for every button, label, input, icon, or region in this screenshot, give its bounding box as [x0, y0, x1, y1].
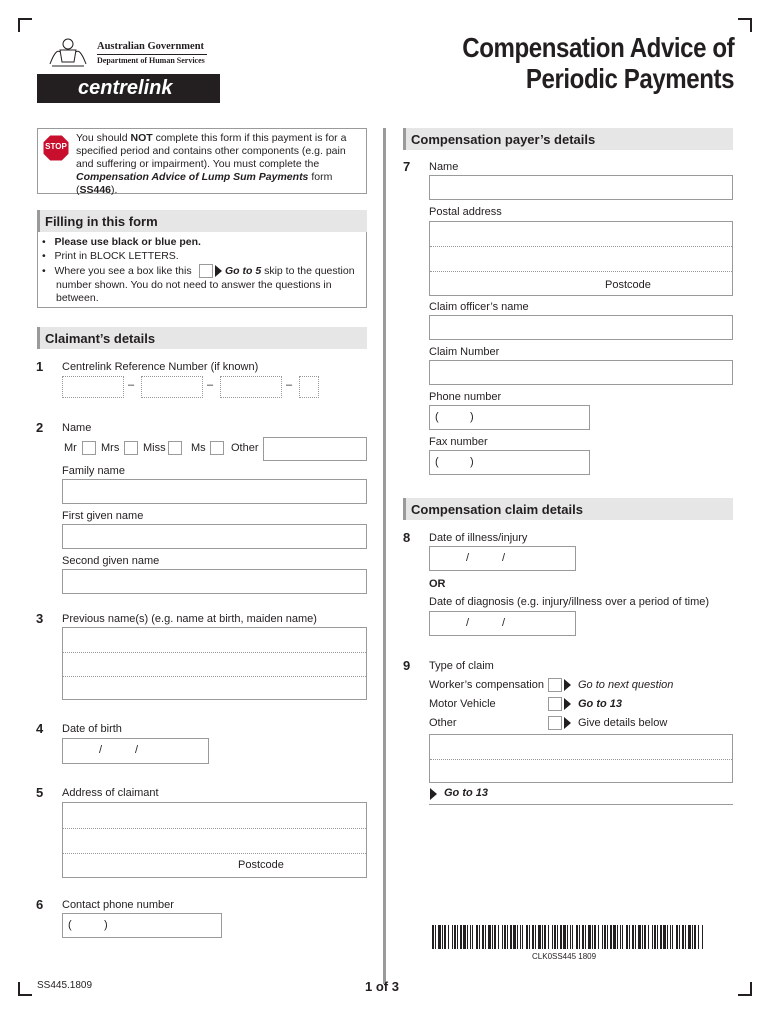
barcode-bar	[529, 925, 530, 949]
barcode-bar	[510, 925, 512, 949]
form-title-line1: Compensation Advice of	[462, 32, 734, 63]
barcode-bar	[644, 925, 646, 949]
goto-13-rule	[429, 804, 733, 805]
barcode-text: CLK0SS445 1809	[532, 952, 597, 961]
first-name-label: First given name	[62, 510, 144, 522]
other-claim-label: Other	[429, 717, 457, 729]
go-to-arrow-icon	[215, 265, 222, 277]
other-claim-details-line	[430, 759, 732, 760]
barcode-bar	[513, 925, 516, 949]
barcode-bar	[498, 925, 499, 949]
barcode-bar	[435, 925, 436, 949]
barcode-bar	[682, 925, 684, 949]
illness-date-separator-2: /	[502, 552, 506, 564]
workers-comp-arrow-icon	[564, 679, 571, 691]
barcode-bar	[517, 925, 518, 949]
filling-bullet-2: • Print in BLOCK LETTERS.	[42, 250, 179, 262]
question-3-label: Previous name(s) (e.g. name at birth, maiden name)	[62, 613, 317, 625]
barcode-bar	[667, 925, 668, 949]
crn-dash-3: –	[286, 379, 293, 391]
barcode-bar	[522, 925, 523, 949]
postal-address-line-1	[430, 246, 732, 247]
form-title-line2: Periodic Payments	[525, 63, 734, 94]
title-mrs-checkbox[interactable]	[124, 441, 138, 455]
title-other-label: Other	[231, 442, 259, 454]
barcode	[432, 925, 704, 949]
department-name: Department of Human Services	[97, 56, 205, 65]
claimant-postcode-label: Postcode	[238, 859, 284, 871]
other-claim-details-field[interactable]	[429, 734, 733, 783]
claimant-address-line-1	[63, 828, 366, 829]
barcode-bar	[560, 925, 562, 949]
filling-bullet-3: • Where you see a box like this	[42, 265, 192, 277]
barcode-bar	[672, 925, 673, 949]
claim-details-heading: Compensation claim details	[403, 498, 733, 520]
centrelink-logo-text: centrelink	[78, 77, 173, 99]
barcode-bar	[570, 925, 571, 949]
barcode-bar	[582, 925, 584, 949]
barcode-bar	[567, 925, 568, 949]
payer-heading: Compensation payer’s details	[403, 128, 733, 150]
title-miss-checkbox[interactable]	[168, 441, 182, 455]
barcode-bar	[663, 925, 666, 949]
contact-phone-field[interactable]	[62, 913, 222, 938]
barcode-bar	[452, 925, 453, 949]
date-of-illness-label: Date of illness/injury	[429, 532, 528, 544]
barcode-bar	[479, 925, 480, 949]
barcode-bar	[688, 925, 691, 949]
crn-box-4[interactable]	[299, 376, 319, 398]
barcode-bar	[598, 925, 599, 949]
motor-vehicle-goto: Go to 13	[578, 698, 623, 710]
title-mr-label: Mr	[64, 442, 77, 454]
barcode-bar	[520, 925, 521, 949]
goto-13-label: Go to 13	[444, 787, 489, 799]
notice-text: You should NOT complete this form if this payment is for a specified period and contains other components (e.g. pain and suffering or impairment). You must complete the Compensation Advice of Lump Sum Payments form (SS446).	[76, 132, 347, 196]
postal-address-line-2	[430, 271, 732, 272]
barcode-bar	[576, 925, 578, 949]
barcode-bar	[432, 925, 434, 949]
title-miss-label: Miss	[143, 442, 166, 454]
type-of-claim-label: Type of claim	[429, 660, 494, 672]
motor-vehicle-checkbox[interactable]	[548, 697, 562, 711]
barcode-bar	[472, 925, 473, 949]
barcode-bar	[488, 925, 491, 949]
barcode-bar	[648, 925, 649, 949]
question-5-label: Address of claimant	[62, 787, 159, 799]
phone-number-field[interactable]	[429, 405, 590, 430]
motor-vehicle-arrow-icon	[564, 698, 571, 710]
fax-number-label: Fax number	[429, 436, 488, 448]
title-mr-checkbox[interactable]	[82, 441, 96, 455]
motor-vehicle-label: Motor Vehicle	[429, 698, 496, 710]
government-name: Australian Government	[97, 41, 205, 52]
contact-phone-open-paren: (	[68, 919, 72, 931]
filling-bullet-3-goto: Go to 5 skip to the question	[225, 265, 355, 277]
question-4-number: 4	[36, 721, 44, 736]
previous-names-field[interactable]	[62, 627, 367, 700]
other-claim-instruction: Give details below	[578, 717, 668, 729]
question-8-number: 8	[403, 530, 411, 545]
question-2-label: Name	[62, 422, 92, 434]
barcode-bar	[504, 925, 506, 949]
question-6-label: Contact phone number	[62, 899, 174, 911]
second-name-label: Second given name	[62, 555, 160, 567]
barcode-bar	[485, 925, 486, 949]
barcode-bar	[604, 925, 606, 949]
question-3-number: 3	[36, 611, 44, 626]
barcode-bar	[679, 925, 680, 949]
form-code: SS445.1809	[37, 980, 93, 991]
phone-number-label: Phone number	[429, 391, 502, 403]
barcode-graphic	[432, 925, 704, 949]
barcode-bar	[652, 925, 653, 949]
previous-names-line-2	[63, 676, 366, 677]
barcode-bar	[482, 925, 484, 949]
barcode-bar	[617, 925, 618, 949]
barcode-bar	[702, 925, 703, 949]
page-number: 1 of 3	[365, 979, 399, 994]
barcode-bar	[638, 925, 641, 949]
crop-mark-top-left	[18, 18, 32, 32]
barcode-bar	[602, 925, 603, 949]
barcode-bar	[620, 925, 621, 949]
crn-dash-1: –	[128, 379, 135, 391]
phone-close-paren: )	[470, 411, 474, 423]
barcode-bar	[438, 925, 441, 949]
second-name-field[interactable]	[62, 569, 367, 594]
crn-box-2[interactable]	[141, 376, 203, 398]
question-4-label: Date of birth	[62, 723, 122, 735]
claim-officer-field[interactable]	[429, 315, 733, 340]
date-of-diagnosis-label: Date of diagnosis (e.g. injury/illness over a period of time)	[429, 596, 710, 608]
fax-number-field[interactable]	[429, 450, 590, 475]
title-ms-label: Ms	[191, 442, 206, 454]
barcode-bar	[670, 925, 671, 949]
example-checkbox	[199, 264, 213, 278]
phone-open-paren: (	[435, 411, 439, 423]
previous-names-line-1	[63, 652, 366, 653]
barcode-bar	[579, 925, 580, 949]
barcode-bar	[492, 925, 493, 949]
crn-dash-2: –	[207, 379, 214, 391]
barcode-bar	[635, 925, 636, 949]
barcode-bar	[588, 925, 591, 949]
barcode-bar	[685, 925, 686, 949]
barcode-bar	[442, 925, 443, 949]
or-label: OR	[429, 578, 446, 590]
barcode-bar	[535, 925, 536, 949]
payer-postcode-label: Postcode	[605, 279, 651, 291]
family-name-label: Family name	[62, 465, 125, 477]
crop-mark-top-right	[738, 18, 752, 32]
crop-mark-bottom-right	[738, 982, 752, 996]
workers-comp-label: Worker’s compensation	[429, 679, 544, 691]
claim-number-field[interactable]	[429, 360, 733, 385]
barcode-bar	[660, 925, 662, 949]
question-9-number: 9	[403, 658, 411, 673]
barcode-bar	[698, 925, 699, 949]
crn-box-1[interactable]	[62, 376, 124, 398]
barcode-bar	[613, 925, 616, 949]
payer-name-field[interactable]	[429, 175, 733, 200]
family-name-field[interactable]	[62, 479, 367, 504]
claimant-heading: Claimant’s details	[37, 327, 367, 349]
first-name-field[interactable]	[62, 524, 367, 549]
barcode-bar	[563, 925, 566, 949]
barcode-bar	[502, 925, 503, 949]
diagnosis-date-separator-1: /	[466, 617, 470, 629]
barcode-bar	[692, 925, 693, 949]
title-mrs-label: Mrs	[101, 442, 120, 454]
barcode-bar	[676, 925, 678, 949]
question-6-number: 6	[36, 897, 44, 912]
payer-name-label: Name	[429, 161, 459, 173]
barcode-bar	[470, 925, 471, 949]
barcode-bar	[544, 925, 546, 949]
barcode-bar	[538, 925, 541, 949]
barcode-bar	[454, 925, 456, 949]
barcode-bar	[457, 925, 458, 949]
barcode-bar	[654, 925, 656, 949]
barcode-bar	[507, 925, 508, 949]
filling-in-heading: Filling in this form	[37, 210, 367, 232]
barcode-bar	[607, 925, 608, 949]
claimant-address-field[interactable]	[62, 802, 367, 878]
dob-separator-1: /	[99, 744, 103, 756]
barcode-bar	[467, 925, 468, 949]
question-2-number: 2	[36, 420, 44, 435]
barcode-bar	[657, 925, 658, 949]
barcode-bar	[476, 925, 478, 949]
barcode-bar	[622, 925, 623, 949]
filling-bullet-1: • Please use black or blue pen.	[42, 236, 201, 248]
crop-mark-bottom-left	[18, 982, 32, 996]
workers-comp-checkbox[interactable]	[548, 678, 562, 692]
barcode-bar	[548, 925, 549, 949]
question-1-number: 1	[36, 359, 44, 374]
barcode-bar	[460, 925, 462, 949]
illness-date-separator-1: /	[466, 552, 470, 564]
postal-address-field[interactable]	[429, 221, 733, 296]
barcode-bar	[632, 925, 634, 949]
barcode-bar	[629, 925, 630, 949]
barcode-bar	[526, 925, 528, 949]
workers-comp-goto: Go to next question	[578, 679, 674, 691]
barcode-bar	[592, 925, 593, 949]
other-claim-arrow-icon	[564, 717, 571, 729]
barcode-bar	[552, 925, 553, 949]
barcode-bar	[594, 925, 596, 949]
fax-open-paren: (	[435, 456, 439, 468]
barcode-bar	[444, 925, 446, 949]
filling-bullet-3-line3: between.	[56, 292, 99, 304]
barcode-bar	[585, 925, 586, 949]
dob-separator-2: /	[135, 744, 139, 756]
question-7-number: 7	[403, 159, 411, 174]
government-divider	[97, 54, 207, 55]
title-other-field[interactable]	[263, 437, 367, 461]
coat-of-arms-logo	[46, 34, 90, 68]
diagnosis-date-separator-2: /	[502, 617, 506, 629]
title-ms-checkbox[interactable]	[210, 441, 224, 455]
filling-bullet-3-line2: number shown. You do not need to answer the questions in	[56, 279, 332, 291]
postal-address-label: Postal address	[429, 206, 502, 218]
stop-sign-label: STOP	[45, 142, 67, 151]
claim-number-label: Claim Number	[429, 346, 500, 358]
claim-officer-label: Claim officer’s name	[429, 301, 529, 313]
column-divider	[383, 128, 386, 984]
crn-box-3[interactable]	[220, 376, 282, 398]
barcode-bar	[642, 925, 643, 949]
other-claim-checkbox[interactable]	[548, 716, 562, 730]
barcode-bar	[554, 925, 556, 949]
contact-phone-close-paren: )	[104, 919, 108, 931]
barcode-bar	[572, 925, 573, 949]
barcode-bar	[542, 925, 543, 949]
barcode-bar	[626, 925, 628, 949]
barcode-bar	[610, 925, 612, 949]
question-5-number: 5	[36, 785, 44, 800]
question-1-label: Centrelink Reference Number (if known)	[62, 361, 259, 373]
barcode-bar	[694, 925, 696, 949]
barcode-bar	[494, 925, 496, 949]
barcode-bar	[557, 925, 558, 949]
barcode-bar	[448, 925, 449, 949]
fax-close-paren: )	[470, 456, 474, 468]
barcode-bar	[463, 925, 466, 949]
claimant-address-line-2	[63, 853, 366, 854]
goto-13-arrow-icon	[430, 788, 437, 800]
barcode-bar	[532, 925, 534, 949]
